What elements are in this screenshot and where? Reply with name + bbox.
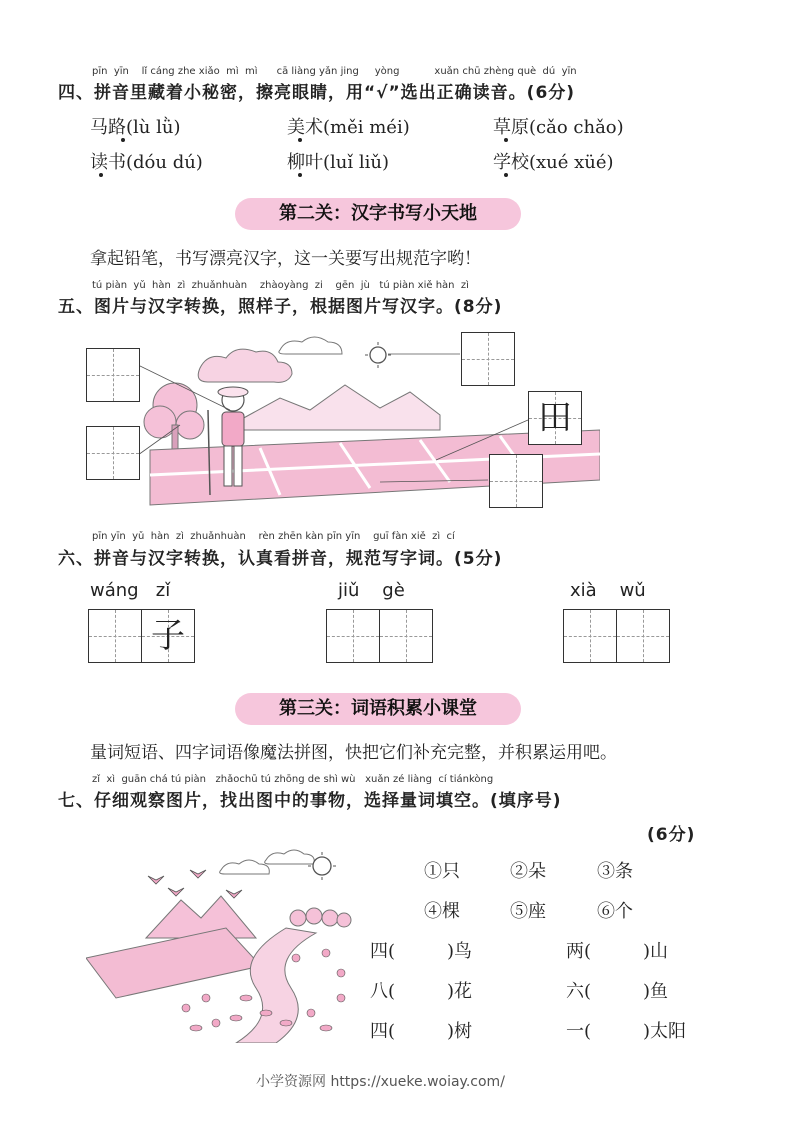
q7-blank[interactable]: 四( )鸟 <box>370 941 473 962</box>
emphasis-dot <box>504 173 508 177</box>
q4-title: 四、拼音里藏着小秘密，擦亮眼睛，用“√”选出正确读音。(6分) <box>58 83 576 103</box>
emphasis-dot <box>298 138 302 142</box>
q7-option: ②朵 <box>510 861 546 882</box>
writing-grid[interactable] <box>86 348 140 402</box>
q7-option: ③条 <box>597 861 633 882</box>
q4-item: 读书(dóu dú) <box>90 152 203 173</box>
emphasis-dot <box>298 173 302 177</box>
writing-grid <box>141 609 195 663</box>
q6-pinyin: pīn yīn yǔ hàn zì zhuǎnhuàn rèn zhēn kàn pīn yīn guī fàn xiě zì cí <box>92 531 455 542</box>
example-char: 田 <box>538 398 572 438</box>
q4-item: 草原(cǎo chǎo) <box>493 117 624 138</box>
sun-icon <box>313 857 331 875</box>
q7-title: 七、仔细观察图片，找出图中的事物，选择量词填空。(填序号) <box>58 791 562 811</box>
writing-grid[interactable] <box>563 609 617 663</box>
writing-grid[interactable] <box>616 609 670 663</box>
section-banner: 第二关：汉字书写小天地 <box>235 198 521 230</box>
q5-title: 五、图片与汉字转换，照样子，根据图片写汉字。(8分) <box>58 297 503 317</box>
q7-option: ①只 <box>424 861 460 882</box>
q7-blank[interactable]: 八( )花 <box>370 981 473 1002</box>
writing-grid[interactable] <box>326 609 380 663</box>
q4-item: 柳叶(luǐ liǔ) <box>287 152 389 173</box>
q7-option: ⑥个 <box>597 901 633 922</box>
q7-option: ⑤座 <box>510 901 546 922</box>
q6-title: 六、拼音与汉字转换，认真看拼音，规范写字词。(5分) <box>58 549 503 569</box>
writing-grid[interactable] <box>489 454 543 508</box>
footer-source: 小学资源网 https://xueke.woiay.com/ <box>256 1074 505 1090</box>
word-pinyin: wáng zǐ <box>90 580 171 601</box>
q7-score: (6分) <box>647 825 696 845</box>
q4-item: 学校(xué xüé) <box>493 152 614 173</box>
writing-grid[interactable] <box>88 609 142 663</box>
q7-blank[interactable]: 四( )树 <box>370 1021 473 1042</box>
q5-pinyin: tú piàn yǔ hàn zì zhuǎnhuàn zhàoyàng zi gēn jù tú piàn xiě hàn zì <box>92 280 469 291</box>
writing-grid[interactable] <box>379 609 433 663</box>
q7-blank[interactable]: 六( )鱼 <box>566 981 669 1002</box>
sun-icon <box>370 347 386 363</box>
section-banner: 第三关：词语积累小课堂 <box>235 693 521 725</box>
section-intro: 拿起铅笔，书写漂亮汉字，这一关要写出规范字哟！ <box>90 249 481 269</box>
given-char: 子 <box>151 616 185 656</box>
writing-grid[interactable] <box>461 332 515 386</box>
example-grid <box>528 391 582 445</box>
q4-pinyin: pīn yīn lǐ cáng zhe xiǎo mì mì cā liàng yǎn jing yòng xuǎn chū zhèng què dú yīn <box>92 66 577 77</box>
q7-pinyin: zǐ xì guān chá tú piàn zhǎochū tú zhōng de shì wù xuǎn zé liàng cí tiánkòng <box>92 774 494 785</box>
word-pinyin: xià wǔ <box>570 580 646 601</box>
q4-item: 美术(měi méi) <box>287 117 410 138</box>
q7-option: ④棵 <box>424 901 460 922</box>
section-intro: 量词短语、四字词语像魔法拼图，快把它们补充完整，并积累运用吧。 <box>90 743 617 763</box>
q7-blank[interactable]: 两( )山 <box>566 941 669 962</box>
q7-blank[interactable]: 一( )太阳 <box>566 1021 687 1042</box>
emphasis-dot <box>504 138 508 142</box>
emphasis-dot <box>99 173 103 177</box>
writing-grid[interactable] <box>86 426 140 480</box>
emphasis-dot <box>121 138 125 142</box>
q7-scene-illustration <box>86 848 356 1043</box>
word-pinyin: jiǔ gè <box>338 580 405 601</box>
q4-item: 马路(lù lǜ) <box>90 117 181 138</box>
